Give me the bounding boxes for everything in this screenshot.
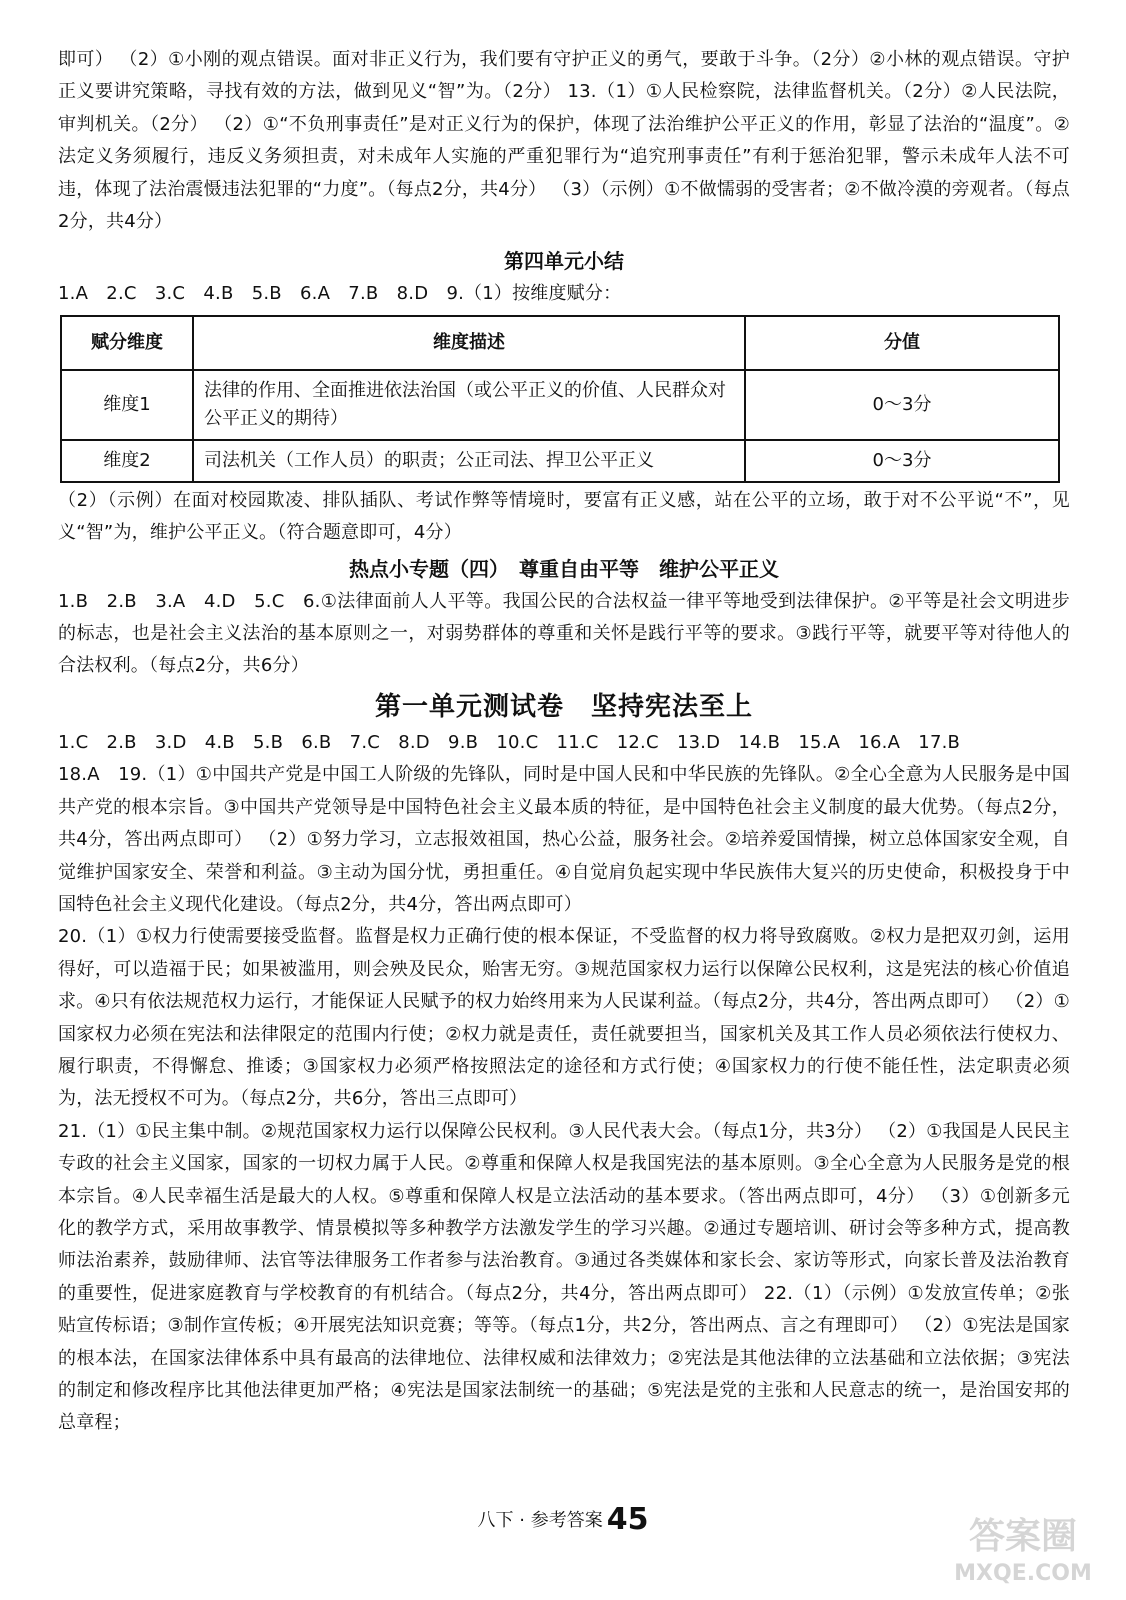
watermark-logo bbox=[938, 1508, 1108, 1588]
unit1-answer-21-22: 21.（1）①民主集中制。②规范国家权力运行以保障公民权利。③人民代表大会。（每点1分，共3分） （2）①我国是人民民主专政的社会主义国家，国家的一切权力属于人民。②尊重和保障人权是我国宪法的基本原则。③全心全意为人民服务是党的根本宗旨。④人民幸福生活是最大的人权。⑤尊重和保障人权是立法活动的基本要求。（答出两点即可，4分） （3）①创新多元化的教学方式，采用故事教学、情景模拟等多种教学方法激发学生的学习兴趣。②通过专题培训、研讨会等多种方式，提高教师法治素养，鼓励律师、法官等法律服务工作者参与法治教育。③通过各类媒体和家长会、家访等形式，向家长普及法治教育的重要性，促进家庭教育与学校教育的有机结合。（每点2分，共4分，答出两点即可） 22.（1）（示例）①发放宣传单；②张贴宣传标语；③制作宣传板；④开展宪法知识竞赛；等等。（每点1分，共2分，答出两点、言之有理即可） （2）①宪法是国家的根本法，在国家法律体系中具有最高的法律地位、法律权威和法律效力；②宪法是其他法律的立法基础和立法依据；③宪法的制定和修改程序比其他法律更加严格；④宪法是国家法制统一的基础；⑤宪法是党的主张和人民意志的统一，是治国安邦的总章程； bbox=[58, 1120, 1070, 1434]
section-title-unit4-summary: 第四单元小结 bbox=[504, 249, 624, 274]
footer-label: 八下 · 参考答案 bbox=[477, 1510, 603, 1531]
table-cell-dimension: 维度2 bbox=[61, 440, 193, 482]
unit1-answer-20: 20.（1）①权力行使需要接受监督。监督是权力正确行使的根本保证，不受监督的权力将导致腐败。②权力是把双刃剑，运用得好，可以造福于民；如果被滥用，则会殃及民众，贻害无穷。③规范国家权力运行以保障公民权利，这是宪法的核心价值追求。④只有依法规范权力运行，才能保证人民赋予的权力始终用来为人民谋利益。（每点2分，共4分，答出两点即可） （2）①国家权力必须在宪法和法律限定的范围内行使；②权力就是责任，责任就要担当，国家机关及其工作人员必须依法行使权力、履行职责，不得懈怠、推诿；③国家权力必须严格按照法定的途径和方式行使；④国家权力的行使不能任性，法定职责必须为，法无授权不可为。（每点2分，共6分，答出三点即可） bbox=[58, 926, 1070, 1110]
continued-answer-text: 即可） （2）①小刚的观点错误。面对非正义行为，我们要有守护正义的勇气，要敢于斗争。（2分）②小林的观点错误。守护正义要讲究策略，寻找有效的方法，做到见义“智”为。（2分） 13.（1）①人民检察院，法律监督机关。（2分）②人民法院，审判机关。（2分） （2）①“不负刑事责任”是对正义行为的保护，体现了法治维护公平正义的作用，彰显了法治的“温度”。②法定义务须履行，违反义务须担责，对未成年人实施的严重犯罪行为“追究刑事责任”有利于惩治犯罪，警示未成年人法不可违，体现了法治震慑违法犯罪的“力度”。（每点2分，共4分） （3）（示例）①不做懦弱的受害者；②不做冷漠的旁观者。（每点2分，共4分） bbox=[58, 49, 1070, 233]
watermark-line2: MXQE.COM bbox=[954, 1561, 1092, 1586]
table-header-description: 维度描述 bbox=[193, 316, 745, 370]
unit4-answer-9-2: （2）（示例）在面对校园欺凌、排队插队、考试作弊等情境时，要富有正义感，站在公平的立场，敢于对不公平说“不”，见义“智”为，维护公平正义。（符合题意即可，4分） bbox=[58, 489, 1070, 544]
table-cell-description: 法律的作用、全面推进依法治国（或公平正义的价值、人民群众对公平正义的期待） bbox=[193, 370, 745, 440]
table-header-score: 分值 bbox=[745, 316, 1059, 370]
table-row bbox=[61, 440, 1059, 482]
table-header-dimension: 赋分维度 bbox=[61, 316, 193, 370]
watermark-line1: 答案圈 bbox=[968, 1516, 1078, 1557]
section-title-hot-topic-4: 热点小专题（四） 尊重自由平等 维护公平正义 bbox=[349, 556, 779, 581]
scoring-table bbox=[60, 315, 1060, 483]
unit1-answer-18-19: 18.A 19.（1）①中国共产党是中国工人阶级的先锋队，同时是中国人民和中华民族的先锋队。②全心全意为人民服务是中国共产党的根本宗旨。③中国共产党领导是中国特色社会主义最本质的特征，是中国特色社会主义制度的最大优势。（每点2分，共4分，答出两点即可） （2）①努力学习，立志报效祖国，热心公益，服务社会。②培养爱国情操，树立总体国家安全观，自觉维护国家安全、荣誉和利益。③主动为国分忧，勇担重任。④自觉肩负起实现中华民族伟大复兴的历史使命，积极投身于中国特色社会主义现代化建设。（每点2分，共4分，答出两点即可） bbox=[58, 764, 1070, 915]
answer-page bbox=[58, 44, 1070, 1440]
unit1-choice-answers: 1.C 2.B 3.D 4.B 5.B 6.B 7.C 8.D 9.B 10.C 11.C 12.C 13.D 14.B 15.A 16.A 17.B bbox=[58, 731, 961, 753]
table-cell-score: 0～3分 bbox=[745, 370, 1059, 440]
hot-topic-answers: 1.B 2.B 3.A 4.D 5.C 6.①法律面前人人平等。我国公民的合法权益一律平等地受到法律保护。②平等是社会文明进步的标志，也是社会主义法治的基本原则之一，对弱势群体的尊重和关怀是践行平等的要求。③践行平等，就要平等对待他人的合法权利。（每点2分，共6分） bbox=[58, 590, 1070, 677]
unit4-choice-answers: 1.A 2.C 3.C 4.B 5.B 6.A 7.B 8.D 9.（1）按维度赋分： bbox=[58, 283, 622, 305]
table-row bbox=[61, 370, 1059, 440]
section-title-unit1-test: 第一单元测试卷 坚持宪法至上 bbox=[374, 691, 753, 722]
table-cell-description: 司法机关（工作人员）的职责；公正司法、捍卫公平正义 bbox=[193, 440, 745, 482]
table-cell-dimension: 维度1 bbox=[61, 370, 193, 440]
scoring-table-header-row bbox=[61, 316, 1059, 370]
table-cell-score: 0～3分 bbox=[745, 440, 1059, 482]
page-number: 45 bbox=[606, 1502, 649, 1537]
